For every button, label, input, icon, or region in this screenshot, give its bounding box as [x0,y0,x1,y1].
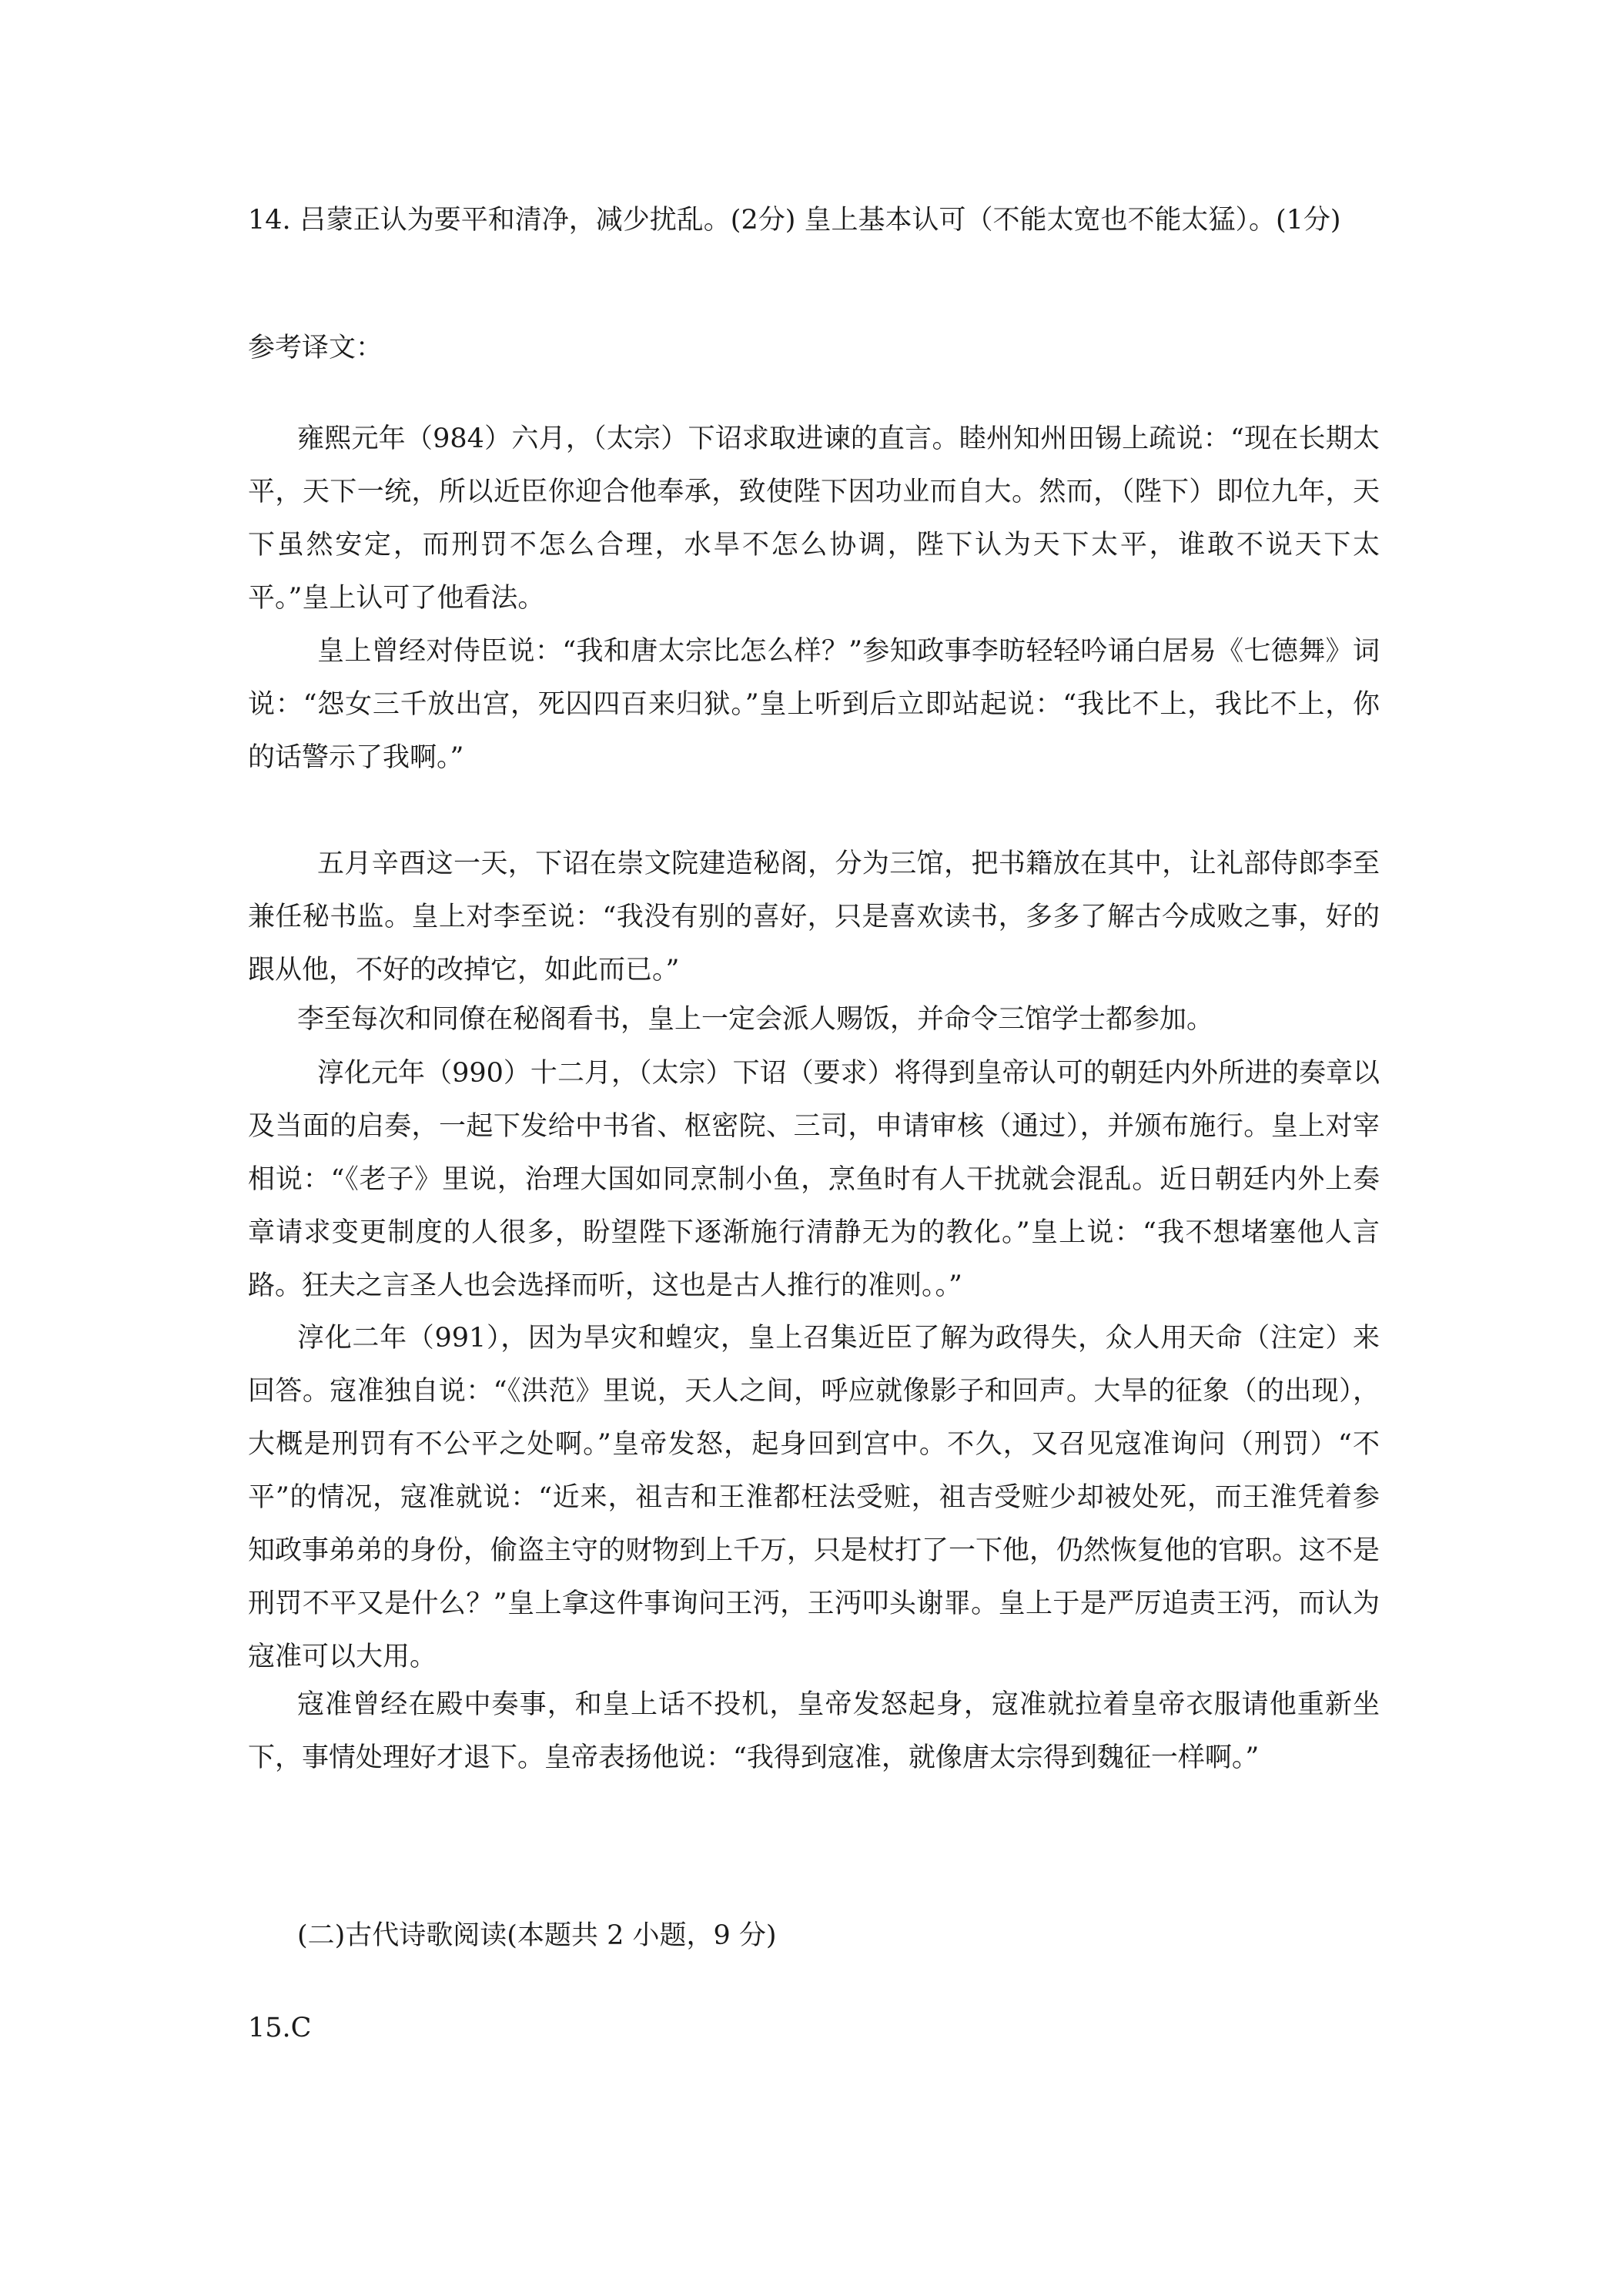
section-heading-poetry: (二)古代诗歌阅读(本题共 2 小题，9 分) [297,1920,777,1951]
translation-paragraph: 雍熙元年（984）六月，（太宗）下诏求取进谏的直言。睦州知州田锡上疏说：“现在长期太平，天下一统，所以近臣你迎合他奉承，致使陛下因功业而自大。然而，（陛下）即位九年，天下虽然安定，而刑罚不怎么合理，水旱不怎么协调，陛下认为天下太平，谁敢不说天下太平。”皇上认可了他看法。 [248,423,1380,614]
translation-paragraph: 淳化元年（990）十二月，（太宗）下诏（要求）将得到皇帝认可的朝廷内外所进的奏章以及当面的启奏，一起下发给中书省、枢密院、三司，申请审核（通过），并颁布施行。皇上对宰相说：“《老子》里说，治理大国如同烹制小鱼，烹鱼时有人干扰就会混乱。近日朝廷内外上奏章请求变更制度的人很多，盼望陛下逐渐施行清静无为的教化。”皇上说：“我不想堵塞他人言路。狂夫之言圣人也会选择而听，这也是古人推行的准则。。” [248,1058,1380,1301]
question-15-answer: 15.C [248,2013,312,2043]
translation-paragraph: 李至每次和同僚在秘阁看书，皇上一定会派人赐饭，并命令三馆学士都参加。 [297,1004,1214,1035]
question-14-answer: 14. 吕蒙正认为要平和清净，减少扰乱。(2分) 皇上基本认可（不能太宽也不能太猛）。(1分) [248,205,1341,236]
translation-paragraph: 寇准曾经在殿中奏事，和皇上话不投机，皇帝发怒起身，寇准就拉着皇帝衣服请他重新坐下，事情处理好才退下。皇帝表扬他说：“我得到寇准，就像唐太宗得到魏征一样啊。” [248,1689,1380,1773]
translation-paragraph: 皇上曾经对侍臣说：“我和唐太宗比怎么样？”参知政事李昉轻轻吟诵白居易《七德舞》词说：“怨女三千放出宫，死囚四百来归狱。”皇上听到后立即站起说：“我比不上，我比不上，你的话警示了我啊。” [248,636,1380,773]
translation-paragraph: 五月辛酉这一天，下诏在崇文院建造秘阁，分为三馆，把书籍放在其中，让礼部侍郎李至兼任秘书监。皇上对李至说：“我没有别的喜好，只是喜欢读书，多多了解古今成败之事，好的跟从他，不好的改掉它，如此而已。” [248,848,1380,986]
reference-translation-heading: 参考译文： [248,333,383,363]
translation-paragraph: 淳化二年（991），因为旱灾和蝗灾，皇上召集近臣了解为政得失，众人用天命（注定）来回答。寇准独自说：“《洪范》里说，天人之间，呼应就像影子和回声。大旱的征象（的出现），大概是刑罚有不公平之处啊。”皇帝发怒，起身回到宫中。不久，又召见寇准询问（刑罚）“不平”的情况，寇准就说：“近来，祖吉和王淮都枉法受赃，祖吉受赃少却被处死，而王淮凭着参知政事弟弟的身份，偷盗主守的财物到上千万，只是杖打了一下他，仍然恢复他的官职。这不是刑罚不平又是什么？”皇上拿这件事询问王沔，王沔叩头谢罪。皇上于是严厉追责王沔，而认为寇准可以大用。 [248,1323,1380,1672]
